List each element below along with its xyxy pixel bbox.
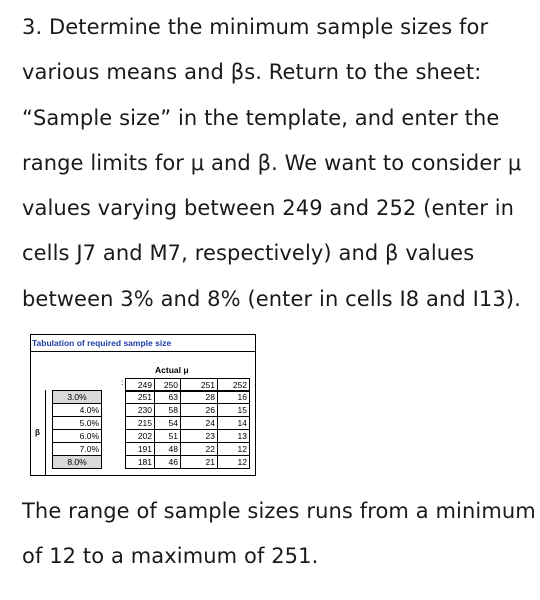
table-row <box>126 391 250 404</box>
table-cell: 202 <box>126 430 155 443</box>
beta-cell: 5.0% <box>53 417 102 430</box>
sample-size-table-figure <box>30 334 256 476</box>
text-line: “Sample size” in the template, and enter the <box>22 105 500 130</box>
column-group-header: Actual μ <box>155 365 189 375</box>
table-cell: 48 <box>155 443 181 456</box>
text-line: various means and βs. Return to the sheet: <box>22 60 482 85</box>
table-cell: 191 <box>126 443 155 456</box>
table-cell: 26 <box>181 404 218 417</box>
table-row <box>126 404 250 417</box>
instruction-paragraph <box>22 5 521 322</box>
header-colon: : <box>121 378 124 387</box>
table-row <box>126 417 250 430</box>
table-cell: 22 <box>181 443 218 456</box>
table-cell: 28 <box>181 391 218 404</box>
table-cell: 15 <box>218 404 250 417</box>
text-line: 3. Determine the minimum sample sizes for <box>22 15 489 39</box>
row-group-header: β <box>35 428 40 437</box>
text-line: values varying between 249 and 252 (enter in <box>22 196 515 221</box>
table-cell: 251 <box>126 391 155 404</box>
table-cell: 46 <box>155 456 181 469</box>
beta-values-column <box>52 390 102 469</box>
table-cell: 63 <box>155 391 181 404</box>
table-cell: 230 <box>126 404 155 417</box>
beta-cell: 6.0% <box>53 430 102 443</box>
text-line: of 12 to a maximum of 251. <box>22 544 319 569</box>
table-row <box>126 443 250 456</box>
table-cell: 13 <box>218 430 250 443</box>
beta-cell: 3.0% <box>53 391 102 404</box>
text-line: between 3% and 8% (enter in cells I8 and I13). <box>22 286 521 311</box>
mu-header-cell: 250 <box>155 379 181 392</box>
text-line: cells J7 and M7, respectively) and β values <box>22 241 475 266</box>
mu-header-cell: 249 <box>126 379 155 392</box>
table-cell: 51 <box>155 430 181 443</box>
text-line: range limits for μ and β. We want to consider μ <box>22 150 522 175</box>
table-cell: 181 <box>126 456 155 469</box>
mu-header-cell: 251 <box>181 379 218 392</box>
table-row <box>126 430 250 443</box>
table-cell: 24 <box>181 417 218 430</box>
mu-header-cell: 252 <box>218 379 250 392</box>
text-line: The range of sample sizes runs from a minimum <box>22 499 536 523</box>
beta-cell: 7.0% <box>53 443 102 456</box>
table-cell: 16 <box>218 391 250 404</box>
conclusion-paragraph <box>22 489 536 580</box>
table-cell: 14 <box>218 417 250 430</box>
beta-cell: 8.0% <box>53 456 102 469</box>
table-cell: 23 <box>181 430 218 443</box>
beta-cell: 4.0% <box>53 404 102 417</box>
table-cell: 58 <box>155 404 181 417</box>
table-title: Tabulation of required sample size <box>32 338 172 348</box>
table-cell: 215 <box>126 417 155 430</box>
table-cell: 21 <box>181 456 218 469</box>
sample-size-grid <box>125 390 250 469</box>
table-row <box>126 456 250 469</box>
table-cell: 12 <box>218 456 250 469</box>
table-cell: 54 <box>155 417 181 430</box>
table-cell: 12 <box>218 443 250 456</box>
